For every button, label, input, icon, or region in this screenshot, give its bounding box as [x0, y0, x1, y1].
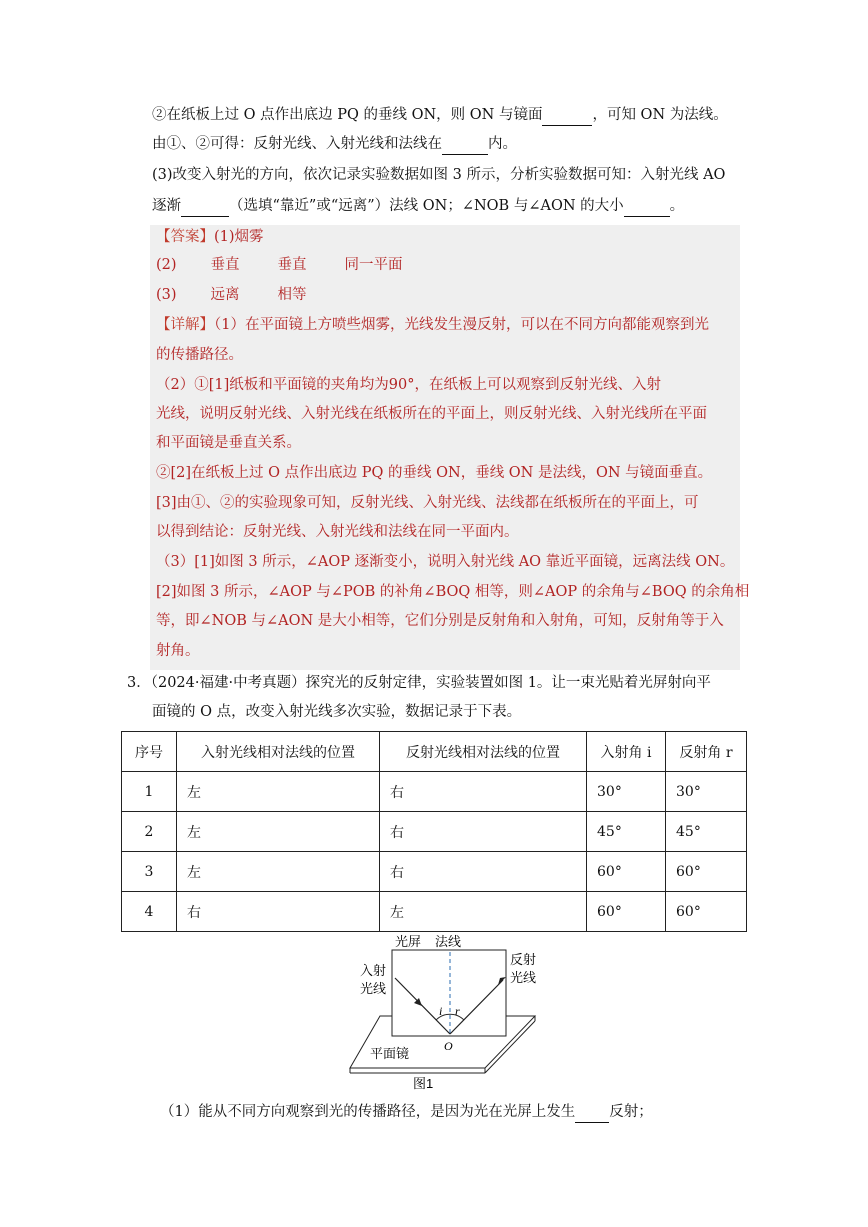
detail-line-12: 射角。 — [156, 643, 200, 659]
table-cell: 左 — [177, 852, 380, 892]
fill-blank[interactable] — [575, 1106, 609, 1123]
table-cell: 3 — [122, 852, 177, 892]
detail-line-1: 【详解】（1）在平面镜上方喷些烟雾，光线发生漫反射，可以在不同方向都能观察到光 — [156, 317, 709, 333]
label-incident: 入射 — [360, 963, 387, 978]
question-3-sub-1: （1）能从不同方向观察到光的传播路径，是因为光在光屏上发生 反射； — [160, 1101, 653, 1123]
detail-line-11: 等，即∠NOB 与∠AON 是大小相等，它们分别是反射角和入射角，可知，反射角等于入 — [156, 613, 724, 629]
label-reflect: 光线 — [510, 970, 537, 985]
fill-blank[interactable] — [624, 200, 670, 217]
detail-line-9: （3）[1]如图 3 所示，∠AOP 逐渐变小，说明入射光线 AO 靠近平面镜，远离法线 ON。 — [156, 554, 735, 570]
table-cell: 右 — [380, 772, 587, 812]
table-header-cell: 入射光线相对法线的位置 — [177, 732, 380, 772]
detail-line-10: [2]如图 3 所示，∠AOP 与∠POB 的补角∠BOQ 相等，则∠AOP 的余角与∠BOQ 的余角相 — [156, 584, 750, 600]
detail-line-8: 以得到结论：反射光线、入射光线和法线在同一平面内。 — [156, 524, 519, 540]
label-incident: 光线 — [360, 981, 387, 996]
table-header-cell: 反射光线相对法线的位置 — [380, 732, 587, 772]
text-line-4: 逐渐 （选填“靠近”或“远离”）法线 ON；∠NOB 与∠AON 的大小 。 — [152, 195, 684, 217]
label-reflect: 反射 — [510, 952, 537, 967]
table-cell: 右 — [380, 852, 587, 892]
text-line-1: ②在纸板上过 O 点作出底边 PQ 的垂线 ON，则 ON 与镜面 ，可知 ON 为法线。 — [152, 104, 728, 126]
data-table — [121, 731, 747, 932]
table-row — [122, 812, 747, 852]
detail-line-6: ②[2]在纸板上过 O 点作出底边 PQ 的垂线 ON，垂线 ON 是法线，ON 与镜面垂直。 — [156, 465, 713, 481]
label-r: r — [455, 1004, 460, 1018]
label-o: O — [444, 1039, 453, 1053]
question-3-line-2: 面镜的 O 点，改变入射光线多次实验，数据记录于下表。 — [152, 704, 522, 720]
table-cell: 60° — [587, 852, 666, 892]
answer-line-1: 【答案】(1)烟雾 — [156, 229, 264, 245]
table-cell: 60° — [666, 852, 747, 892]
table-cell: 右 — [380, 812, 587, 852]
table-cell: 右 — [177, 892, 380, 932]
table-cell: 左 — [380, 892, 587, 932]
table-header-cell: 入射角 i — [587, 732, 666, 772]
table-header-cell: 序号 — [122, 732, 177, 772]
table-cell: 60° — [666, 892, 747, 932]
detail-line-4: 光线，说明反射光线、入射光线在纸板所在的平面上，则反射光线、入射光线所在平面 — [156, 406, 707, 422]
table-row — [122, 852, 747, 892]
label-i: i — [439, 1004, 443, 1018]
detail-line-5: 和平面镜是垂直关系。 — [156, 435, 301, 451]
table-row — [122, 772, 747, 812]
table-header-cell: 反射角 r — [666, 732, 747, 772]
answer-line-3: (3) 远离 相等 — [156, 287, 307, 303]
table-cell: 4 — [122, 892, 177, 932]
table-cell: 45° — [587, 812, 666, 852]
table-cell: 30° — [666, 772, 747, 812]
table-cell: 30° — [587, 772, 666, 812]
table-cell: 2 — [122, 812, 177, 852]
reflection-apparatus-figure — [340, 928, 550, 1093]
label-screen: 光屏 — [395, 934, 422, 949]
figure-caption: 图1 — [413, 1076, 434, 1091]
table-cell: 60° — [587, 892, 666, 932]
fill-blank[interactable] — [442, 138, 488, 155]
table-row — [122, 892, 747, 932]
detail-line-3: （2）①[1]纸板和平面镜的夹角均为90°，在纸板上可以观察到反射光线、入射 — [156, 377, 661, 393]
fill-blank[interactable] — [181, 200, 229, 217]
detail-line-7: [3]由①、②的实验现象可知，反射光线、入射光线、法线都在纸板所在的平面上，可 — [156, 495, 699, 511]
label-mirror: 平面镜 — [370, 1046, 410, 1061]
text-line-3: (3)改变入射光的方向，依次记录实验数据如图 3 所示，分析实验数据可知：入射光线 AO — [152, 167, 726, 183]
table-header-row — [122, 732, 747, 772]
text-line-2: 由①、②可得：反射光线、入射光线和法线在 内。 — [152, 133, 517, 155]
answer-line-2: (2) 垂直 垂直 同一平面 — [156, 257, 403, 273]
table-cell: 左 — [177, 812, 380, 852]
table-cell: 左 — [177, 772, 380, 812]
table-cell: 45° — [666, 812, 747, 852]
label-normal: 法线 — [435, 934, 462, 949]
detail-line-2: 的传播路径。 — [156, 347, 243, 363]
question-3-line-1: 3．（2024·福建·中考真题）探究光的反射定律，实验装置如图 1。让一束光贴着光屏射向平 — [127, 675, 711, 691]
table-cell: 1 — [122, 772, 177, 812]
fill-blank[interactable] — [542, 109, 592, 126]
